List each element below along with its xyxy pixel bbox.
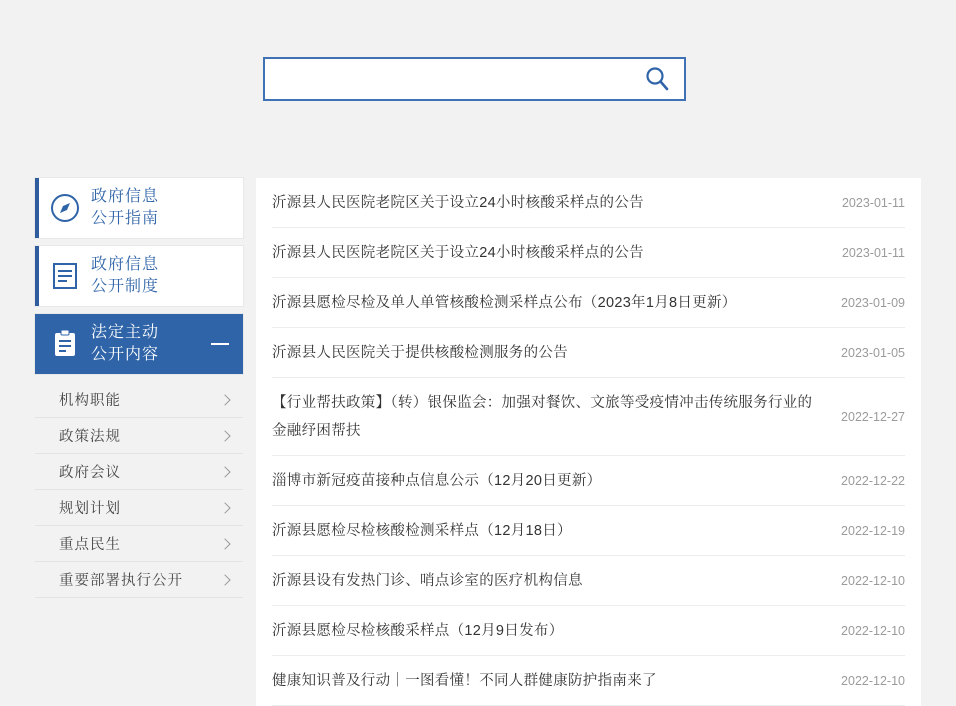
sidebar-sub-list	[35, 382, 243, 598]
sidebar-item-zhengcefagui[interactable]	[35, 418, 243, 454]
chevron-right-icon	[219, 394, 230, 405]
list-item-title[interactable]: 沂源县人民医院老院区关于设立24小时核酸采样点的公告	[272, 245, 644, 261]
list-item-title[interactable]: 沂源县愿检尽检核酸检测采样点（12月18日）	[272, 523, 572, 539]
sidebar-card-label: 政府信息 公开制度	[91, 256, 160, 295]
sidebar-item-label: 机构职能	[59, 393, 121, 409]
sidebar-card-system[interactable]	[35, 246, 243, 306]
chevron-right-icon	[219, 538, 230, 549]
list-item-date: 2022-12-27	[841, 410, 905, 424]
list-item[interactable]	[272, 506, 905, 556]
list-item-title[interactable]: 【行业帮扶政策】（转）银保监会：加强对餐饮、文旅等受疫情冲击传统服务行业的金融纾困帮扶	[272, 395, 813, 439]
sidebar-card-legal-content[interactable]	[35, 314, 243, 374]
list-item-title[interactable]: 健康知识普及行动｜一图看懂！不同人群健康防护指南来了	[272, 673, 657, 689]
list-item-date: 2022-12-10	[841, 624, 905, 638]
list-item-title[interactable]: 沂源县人民医院关于提供核酸检测服务的公告	[272, 345, 568, 361]
list-item[interactable]	[272, 178, 905, 228]
list-item-date: 2023-01-11	[841, 196, 905, 210]
sidebar-card-label: 政府信息 公开指南	[91, 188, 160, 227]
clipboard-icon	[39, 328, 91, 360]
list-item[interactable]	[272, 556, 905, 606]
sidebar-item-jigouzhineng[interactable]	[35, 382, 243, 418]
sidebar-card-guide[interactable]	[35, 178, 243, 238]
chevron-right-icon	[219, 502, 230, 513]
sidebar-item-guihuajihua[interactable]	[35, 490, 243, 526]
list-item-date: 2022-12-10	[841, 674, 905, 688]
list-item-date: 2022-12-22	[841, 474, 905, 488]
list-item-date: 2023-01-11	[841, 246, 905, 260]
search-input[interactable]	[265, 59, 630, 99]
sidebar-card-label: 法定主动 公开内容	[91, 324, 160, 363]
list-item-title[interactable]: 沂源县愿检尽检核酸采样点（12月9日发布）	[272, 623, 564, 639]
list-item-title[interactable]: 沂源县设有发热门诊、哨点诊室的医疗机构信息	[272, 573, 583, 589]
chevron-right-icon	[219, 574, 230, 585]
sidebar-item-zhongyaobushu[interactable]	[35, 562, 243, 598]
list-item[interactable]	[272, 328, 905, 378]
sidebar-item-zhengfuhuiyi[interactable]	[35, 454, 243, 490]
chevron-right-icon	[219, 466, 230, 477]
collapse-minus-icon[interactable]	[211, 343, 229, 345]
sidebar-item-label: 政策法规	[59, 429, 121, 445]
list-item[interactable]	[272, 656, 905, 706]
search-box[interactable]	[263, 57, 686, 101]
chevron-right-icon	[219, 430, 230, 441]
sidebar	[35, 178, 243, 598]
list-item-title[interactable]: 淄博市新冠疫苗接种点信息公示（12月20日更新）	[272, 473, 602, 489]
news-list	[256, 178, 921, 706]
list-item-date: 2023-01-05	[841, 346, 905, 360]
sidebar-item-zhongdianminsheng[interactable]	[35, 526, 243, 562]
list-item[interactable]	[272, 606, 905, 656]
sidebar-item-label: 规划计划	[59, 501, 121, 517]
list-item[interactable]	[272, 456, 905, 506]
document-icon	[39, 260, 91, 292]
sidebar-item-label: 政府会议	[59, 465, 121, 481]
compass-icon	[39, 192, 91, 224]
search-button[interactable]	[630, 59, 684, 99]
list-item-title[interactable]: 沂源县愿检尽检及单人单管核酸检测采样点公布（2023年1月8日更新）	[272, 295, 737, 311]
list-item-date: 2022-12-10	[841, 574, 905, 588]
list-item-date: 2022-12-19	[841, 524, 905, 538]
list-item-title[interactable]: 沂源县人民医院老院区关于设立24小时核酸采样点的公告	[272, 195, 644, 211]
list-item[interactable]	[272, 228, 905, 278]
list-item-date: 2023-01-09	[841, 296, 905, 310]
list-item[interactable]	[272, 378, 905, 456]
sidebar-item-label: 重要部署执行公开	[59, 573, 183, 589]
search-icon	[643, 65, 671, 93]
list-item[interactable]	[272, 278, 905, 328]
sidebar-item-label: 重点民生	[59, 537, 121, 553]
